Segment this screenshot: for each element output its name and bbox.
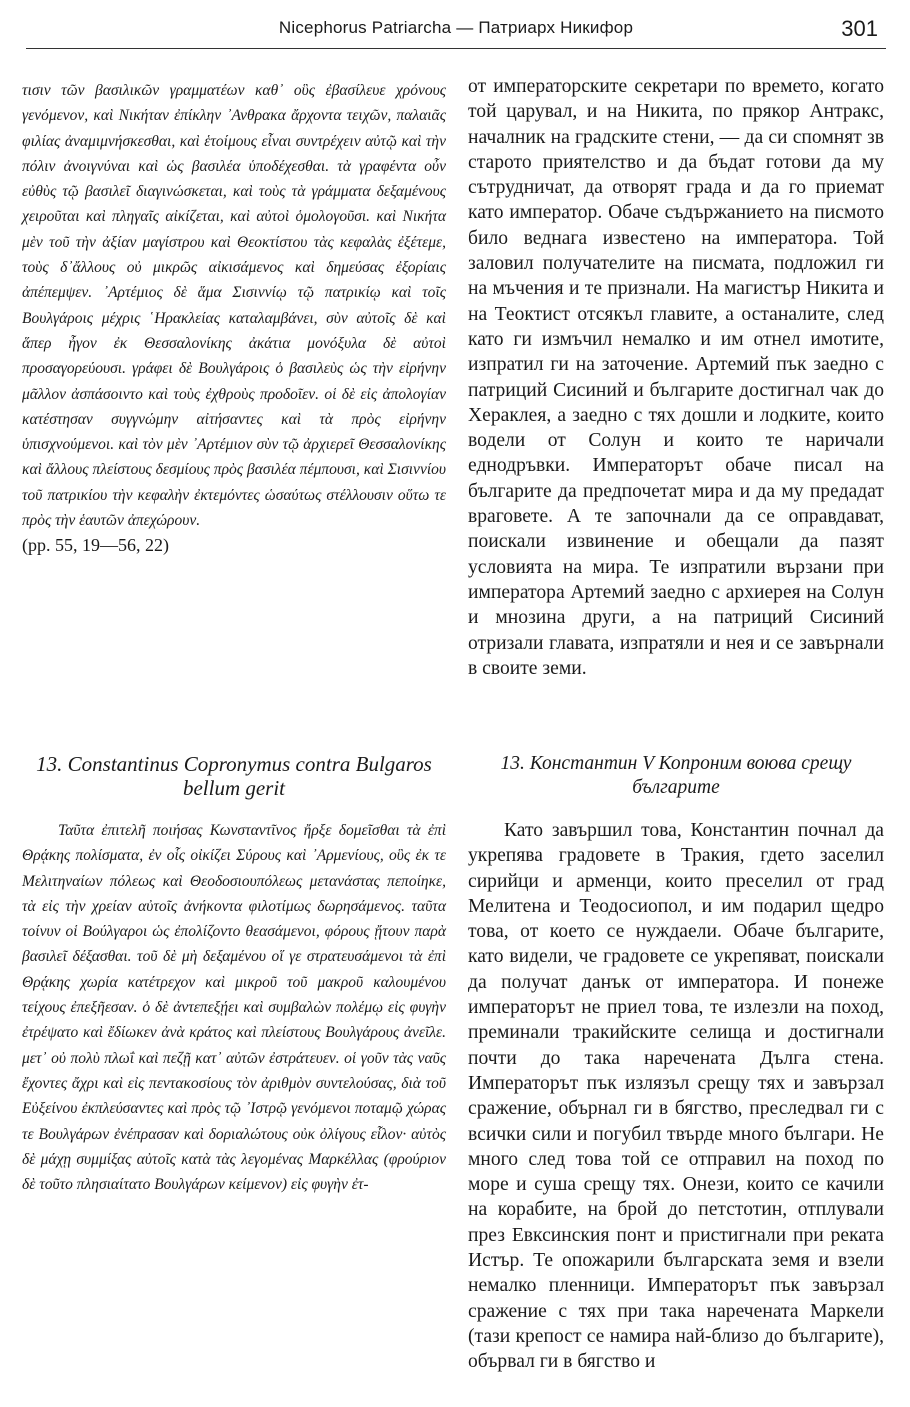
source-reference: (pp. 55, 19—56, 22) — [22, 535, 169, 556]
section-13-latin — [22, 752, 446, 1197]
greek-text-section-13: Ταῦτα ἐπιτελῆ ποιήσας Κωνσταντῖνος ἤρξε δομεῖσθαι τὰ ἐπὶ Θρᾴκης πολίσματα, ἐν οἷς οἰκίζει Σύρους καὶ ᾽Αρμενίους, οὓς ἐκ τε Μελιτηναίων πόλεως καὶ Θεοδοσιουπόλεως μετανάστας πεποίηκε, τὰ εἰς τὴν χρείαν αὐτοῖς ἀνήκοντα φιλοτίμως δωρησάμενος. ταῦτα τοίνυν οἱ Βούλγαροι ὡς ἐπολίζοντο θεασάμενοι, φόρους ᾔτουν παρὰ βασιλεῖ δέξασθαι. τοῦ δὲ μὴ δεξαμένου οἵ γε στρατευσάμενοι τὰ ἐπὶ Θρᾴκης χωρία κατέτρεχον καὶ μικροῦ τοῦ μακροῦ καλουμένου τείχους ἐπεξῆεσαν. ὁ δὲ ἀντεπεξῄει καὶ συμβαλὼν πολέμῳ εἰς φυγὴν ἐτρέψατο καὶ ἔδίωκεν ἀνὰ κράτος καὶ πλείστους Βουλγάρους ἀνεῖλε. μετ᾽ οὐ πολὺ πλωΐ καὶ πεζῇ κατ᾽ αὐτῶν ἐστράτευεν. οἱ γοῦν τὰς ναῦς ἔχοντες ἄχρι καὶ εἰς πεντακοσίους τὸν ἀριθμὸν συντελούσας, διὰ τοῦ Εὐξείνου ἐκπλεύσαντες καὶ πρὸς τῷ ᾽Ιστρῷ γενόμενοι ποταμῷ χώρας τε Βουλγάρων ἐνέπρασαν καὶ δοριαλώτους οὐκ ὀλίγους εἷλον· αὐτὸς δὲ μάχῃ συμμίξας αὐτοῖς κατὰ τὰς λεγομένας Μαρκέλλας (φρούριον δὲ τοῦτο πλησιαίτατο Βουλγάρων κείμενον) εἰς φυγὴν ἐτ- — [22, 822, 446, 1194]
running-header — [26, 14, 886, 49]
section-title-latin: 13. Constantinus Copronymus contra Bulgaros bellum gerit — [36, 752, 432, 800]
bulgarian-text-section-13: Като завършил това, Константин почнал да укрепява градовете в Тракия, гдето заселил сирийци и арменци, които преселил от град Мелитена и Теодосиопол, и им подарил щедро това, от което се нуждаели. Обаче българите, като видели, че градовете се укрепяват, поискали да получат данък от императора. И понеже императорът не приел това, те излезли на поход, преминали тракийските селища и достигнали почти до така наречената Дълга стена. Императорът пък излязъл срещу тях и завързал сражение, обърнал ги в бягство, преследвал ги с всички сили и погубил твърде много българи. Не много след това той се отправил на поход по море и суша срещу тях. Онези, които се качили на корабите, на брой до петстотин, отплували през Евксинския понт и пристигнали при реката Истър. Те опожарили българската земя и взели немалко пленници. Императорът пък завързал сражение с тях при така наречената Маркели (тази крепост се намира най-близо до българите), обървал ги в бягство и — [468, 820, 884, 1373]
section-title-bulgarian: 13. Константин V Копроним воюва срещу българите — [500, 753, 852, 798]
greek-text-top: τισιν τῶν βασιλικῶν γραμματέων καθ᾽ οὓς ἐβασίλευε χρόνους γενόμενον, καὶ Νικήταν ἐπίκλην ᾽Ανθρακα ἄρχοντα τειχῶν, παλαιᾶς φιλίας ἀναμιμνήσκεσθαι, καὶ ἑτοίμους εἶναι συντρέχειν αὐτῷ καὶ τὴν πόλιν ἀνοιγνύναι καὶ ὡς βασιλέα ὑποδέχεσθαι. τὰ γραφέντα οὖν εὐθὺς τῷ βασιλεῖ διαγινώσκεται, καὶ τοὺς τὰ γράμματα δεξαμένους χειροῦται καὶ πληγαῖς αἰκίζεται, καὶ αὐτοὶ ὁμολογοῦσι. καὶ Νικήτα μὲν τοῦ τὴν ἀξίαν μαγίστρου καὶ Θεοκτίστου τὰς κεφαλὰς ἐξέτεμε, τοὺς δ᾽ἄλλους οὐ μικρῶς αἰκισάμενος καὶ δημεύσας ἐξορίαις ἀπέπεμψεν. ᾽Αρτέμιος δὲ ἅμα Σισιννίῳ τῷ πατρικίῳ καὶ τοῖς Βουλγάροις μέχρις ῾Ηρακλείας καταλαμβάνει, σὺν αὐτοῖς δὲ καὶ ἅπερ ἦγον ἐκ Θεσσαλονίκης ἀκάτια μονόξυλα δὲ αὐτοὶ προσαγορεύουσι. γράφει δὲ Βουλγάροις ὁ βασιλεὺς ὡς τὴν εἰρήνην μᾶλλον ἀσπάσοιντο καὶ τοὺς ἐχθροὺς προδοῖεν. οἱ δὲ εἰς ἀπολογίαν κατέστησαν συγγνώμην αἰτήσαντες καὶ τὰ πρὸς εἰρήνην ὑπισχνούμενοι. καὶ τὸν μὲν ᾽Αρτέμιον σὺν τῷ ἀρχιερεῖ Θεσσαλονίκης καὶ ἄλλους πλείστους δεσμίους πρὸς βασιλέα πέμπουσι, καὶ Σισιννίου τοῦ πατρικίου τὴν κεφαλὴν ἐκτεμόντες ὡσαύτως στέλλουσιν οὕτω τε πρὸς τὴν ἑαυτῶν ἀπεχώρουν. — [22, 82, 446, 530]
bulgarian-text-top: от императорските секретари по времето, когато той царувал, и на Никита, по прякор Антракс, началник на градските стени, — да си спомнят зв старото приятелство и да бъдат готови да му сътрудничат, да отворят града и да го приемат като император. Обаче съдържанието на писмото било веднага известено на императора. Той заловил получателите на писмата, подложил ги на мъчения и те признали. На магистър Никита и на Теоктист отсякъл главите, а останалите, след като ги измъчил немалко и им отнел имотите, изпратил ги на заточение. Артемий пък заедно с патриций Сисиний и българите достигнал чак до Хераклея, а заедно с тях дошли и лодките, които водели от Солун и които те наричали еднодръвки. Императорът обаче писал на българите да предпочетат мира и да му предадат враговете. А те започнали да се оправдават, поискали извинение и обещали да пазят условията на мира. Те изпратили вързани при императора Артемий заедно с архиерея на Солун и мнозина други, а на патриций Сисиний отризали главата, изпратяли и нея и се завърнали в своите земи. — [468, 76, 884, 679]
page-number: 301 — [841, 16, 878, 41]
section-13-bulgarian — [468, 752, 884, 1375]
header-title: Nicephorus Patriarcha — Патриарх Никифор — [278, 18, 634, 37]
bulgarian-passage-top — [468, 74, 884, 681]
greek-passage-top — [22, 78, 446, 559]
